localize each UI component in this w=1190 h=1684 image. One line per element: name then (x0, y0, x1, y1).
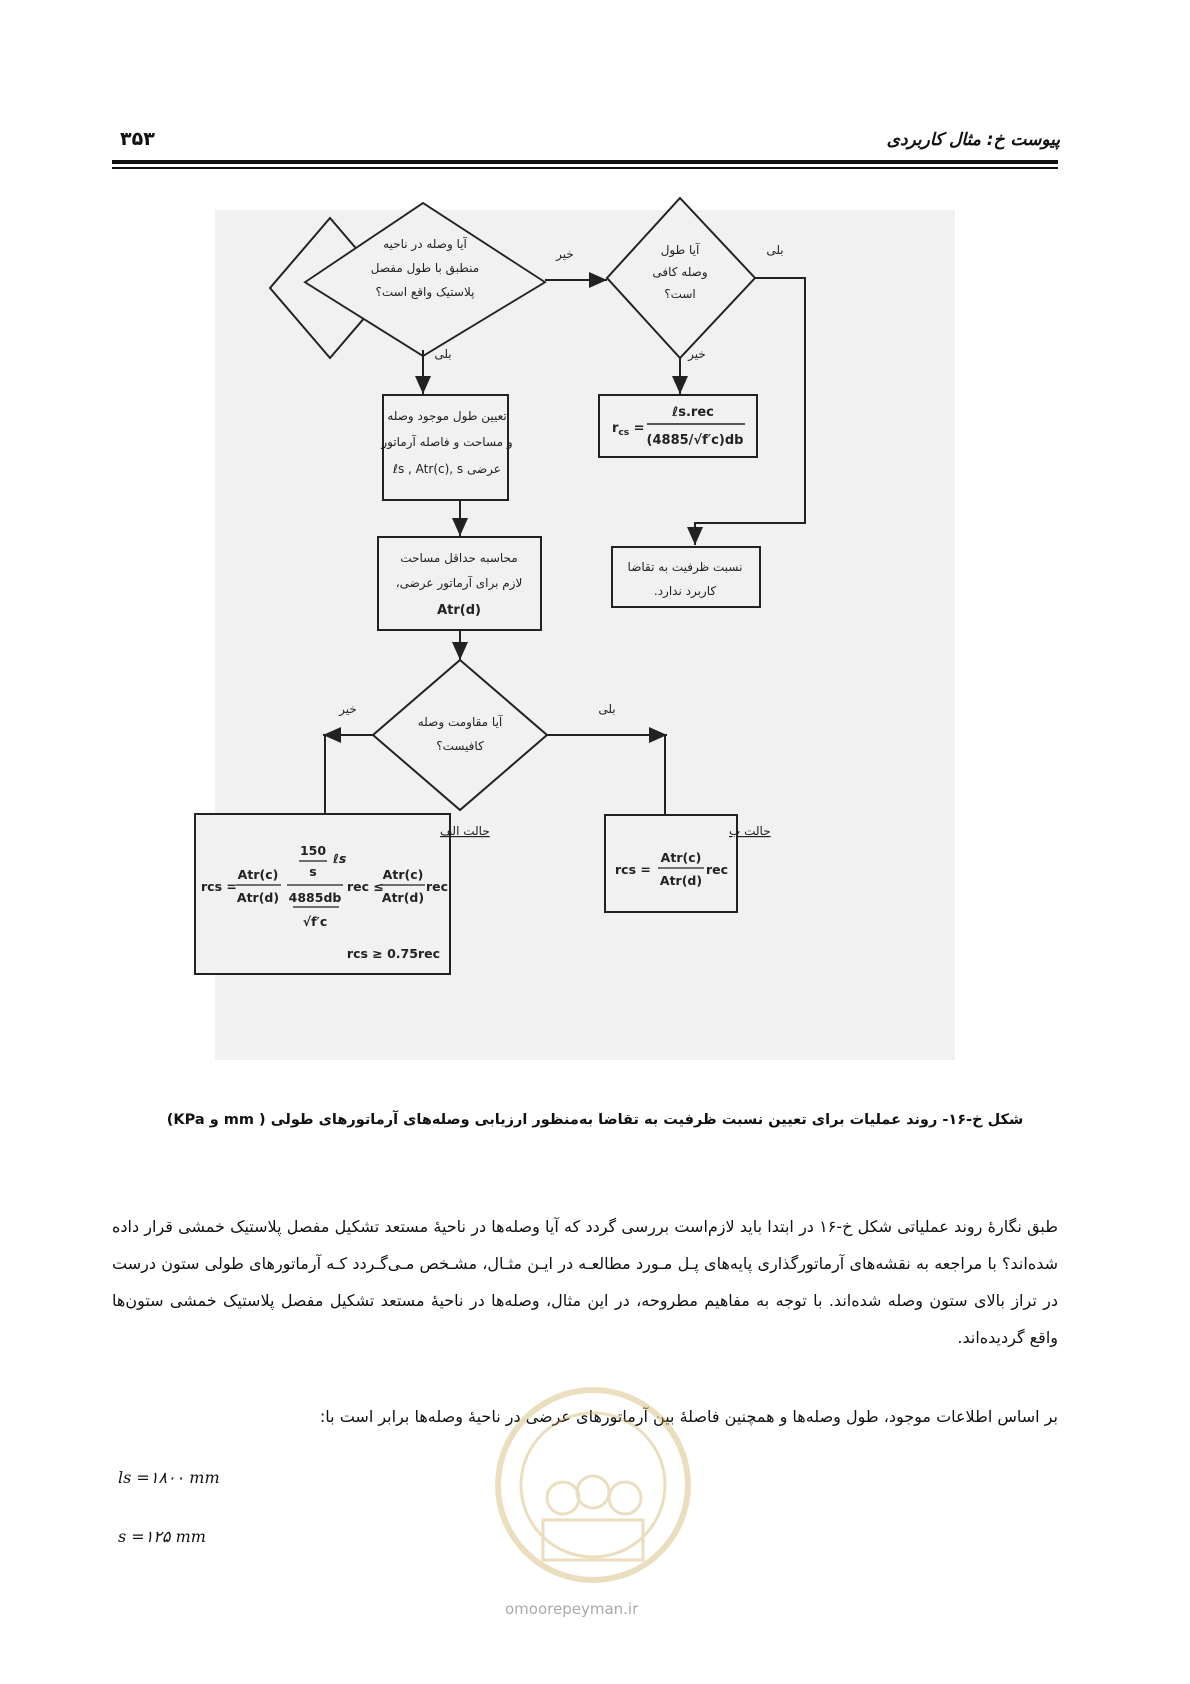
case-b-den: Atr(d) (659, 873, 703, 888)
box-compute-line-2: لازم برای آرماتور عرضی، (395, 576, 523, 590)
case-a-lhs: rcs = (201, 879, 237, 894)
header-rule-thick (112, 160, 1058, 164)
d2-line-3: است؟ (664, 287, 696, 301)
d3-yes-label: بلی (598, 702, 616, 716)
d1-line-2: منطبق با طول مفصل (370, 261, 480, 275)
case-a-mid: rec ≤ (347, 879, 384, 894)
box-na-line-2: کاربرد ندارد. (653, 584, 717, 598)
case-a-frac1-den: Atr(d) (236, 890, 280, 905)
arrow-d3-yes (547, 735, 665, 815)
watermark-url: omoorepeyman.ir (505, 1600, 639, 1618)
box-compute-line-3: Atr(d) (437, 603, 481, 618)
d3-line-2: کافیست؟ (436, 739, 484, 753)
case-a-condition: rcs ≥ 0.75rec (346, 946, 440, 961)
case-a-frac2-den-top: 4885db (288, 890, 342, 905)
case-b-tail: rec (706, 862, 729, 877)
box-na-line-1: نسبت ظرفیت به تقاضا (627, 560, 743, 574)
d1-no-label: خیر (556, 247, 574, 261)
case-a-frac2-den-bottom: √f′c (302, 914, 328, 929)
d3-no-label: خیر (339, 702, 357, 716)
case-a-frac3-num: Atr(c) (382, 867, 424, 882)
decision-1 (305, 203, 545, 356)
d1-yes-label: بلی (434, 347, 452, 361)
case-b-title: حالت ب (729, 824, 771, 838)
d2-line-2: وصله کافی (652, 265, 708, 279)
flowchart-svg (201, 210, 955, 1060)
d2-no-label: خیر (688, 347, 706, 361)
box-determine-line-1: تعیین طول موجود وصله (387, 409, 507, 423)
case-a-frac3-den: Atr(d) (381, 890, 425, 905)
box-compute-line-1: محاسبه حداقل مساحت (400, 551, 518, 565)
case-a-frac1-num: Atr(c) (237, 867, 279, 882)
case-a-frac2-num-bottom: s (309, 864, 317, 879)
box-rcs-num: ℓs.rec (672, 405, 714, 420)
arrow-d3-no (325, 735, 373, 815)
case-b-lhs: rcs = (615, 862, 651, 877)
figure-caption: شکل خ-۱۶- روند عملیات برای تعیین نسبت ظرفیت به تقاضا به‌منظور ارزیابی وصله‌های آرماتورهای طولی ( mm و KPa) (166, 1112, 1024, 1128)
box-determine-line-2: و مساحت و فاصله آرماتور (381, 435, 513, 449)
body-paragraph-1: طبق نگارهٔ روند عملیاتی شکل خ-۱۶ در ابتدا باید لازم‌است بررسی گردد که آیا وصله‌ها در ناحیهٔ مستعد تشکیل مفصل پلاستیک خمشی قرار داده شده‌اند؟ با مراجعه به نقشه‌های آرماتورگذاری پایه‌های پـل مـورد مطالعـه در ایـن مثـال، مشـخص مـی‌گـردد کـه آرماتورهای طولی ستون درست در تراز بالای ستون وصله شده‌اند. با توجه به مفاهیم مطروحه، در این مثال، وصله‌ها در ناحیهٔ مستعد تشکیل مفصل پلاستیک خمشی ستون‌ها واقع گردیده‌اند. (112, 1217, 1058, 1347)
body-paragraph-2: بر اساس اطلاعات موجود، طول وصله‌ها و همچنین فاصلهٔ بین آرماتورهای عرضی در ناحیهٔ وصله‌ها برابر است با: (319, 1407, 1058, 1426)
decision-splice-strength (373, 660, 547, 810)
box-rcs-lhs: $r_{cs}$ = (612, 421, 645, 438)
d3-line-1: آیا مقاومت وصله (417, 715, 503, 729)
formula-spacing: s =۱۲۵ mm (118, 1527, 206, 1546)
flowchart-figure (201, 210, 955, 1060)
case-a-frac2-num-top: 150 (299, 843, 327, 858)
d2-line-1: آیا طول (660, 243, 700, 257)
case-a-frac2-num-l: ℓs (333, 851, 347, 866)
box-ratio-not-applicable (612, 547, 760, 607)
watermark-logo (488, 1380, 698, 1590)
box-rcs-den: (4885/√f′c)db (646, 433, 744, 448)
case-a-tail: rec (426, 879, 449, 894)
formula-splice-length: ls =۱۸۰۰ mm (118, 1468, 220, 1487)
d2-yes-label: بلی (766, 243, 784, 257)
d1-line-3: پلاستیک واقع است؟ (375, 285, 475, 299)
case-b-num: Atr(c) (660, 850, 702, 865)
header-rule-thin (112, 167, 1058, 169)
page-number: ۳۵۳ (120, 128, 155, 150)
header-title: پیوست خ: مثال کاربردی (886, 130, 1060, 150)
box-determine-line-3: عرضی ℓs , Atr(c), s (393, 462, 501, 476)
case-a-title: حالت الف (440, 824, 490, 838)
d1-line-1: آیا وصله در ناحیه (383, 237, 467, 251)
